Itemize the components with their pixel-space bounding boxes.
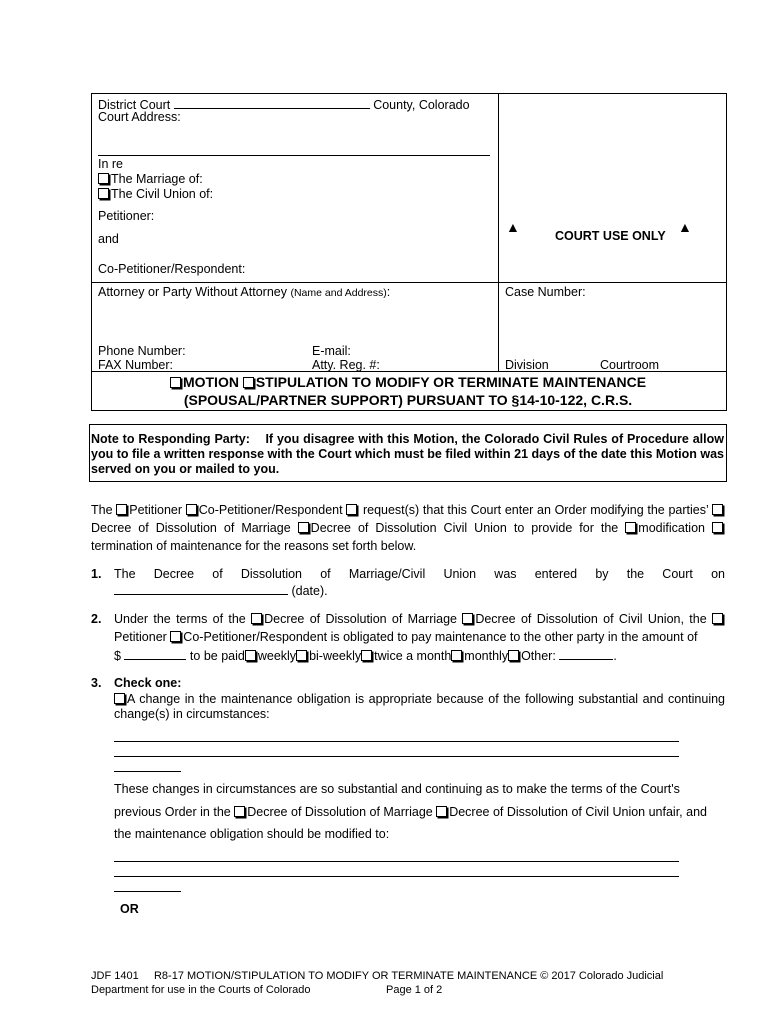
form-title-line2: (SPOUSAL/PARTNER SUPPORT) PURSUANT TO §14-10-122, C.R.S. (183, 392, 633, 408)
item-1-text: The Decree of Dissolution of Marriage/Civil Union was entered by the Court on (114, 567, 725, 581)
caption-divider-v (498, 93, 499, 371)
form-title-line1: MOTION STIPULATION TO MODIFY OR TERMINATE MAINTENANCE (91, 374, 725, 390)
change-line-3[interactable] (114, 771, 181, 772)
modification-checkbox[interactable] (625, 522, 636, 533)
item-2-text: Under the terms of the Decree of Dissolution of Marriage Decree of Dissolution of Civil Union, the Petitioner Co-Petitioner/Respondent is obligated to pay maintenance to the other party in the amount of (114, 611, 725, 646)
and-label: and (98, 232, 119, 246)
prev-union-checkbox[interactable] (436, 806, 447, 817)
modified-line-2[interactable] (114, 876, 679, 877)
email-label: E-mail: (312, 344, 351, 358)
item-3-number: 3. (91, 676, 102, 690)
stipulation-checkbox[interactable] (243, 377, 254, 388)
modified-line-3[interactable] (114, 891, 181, 892)
note-text: Note to Responding Party: If you disagree with this Motion, the Colorado Civil Rules of Procedure allow you to file a written response with the Court which must be filed within 21 days of the date this Motion was served on you or mailed to you. (91, 432, 724, 476)
amount-field[interactable] (124, 647, 186, 660)
in-re-label: In re (98, 157, 124, 171)
item-2-number: 2. (91, 612, 102, 626)
intro-decree-marriage-checkbox[interactable] (712, 504, 723, 515)
courtroom-label: Courtroom (600, 358, 660, 372)
civil-union-checkbox[interactable] (98, 188, 109, 199)
or-label: OR (120, 902, 139, 916)
intro-copet-checkbox[interactable] (186, 504, 197, 515)
biweekly-checkbox[interactable] (296, 650, 307, 661)
civil-union-option[interactable]: The Civil Union of: (98, 187, 213, 201)
court-address-line (98, 155, 490, 156)
item-1-date: (date). (114, 582, 328, 598)
other-checkbox[interactable] (508, 650, 519, 661)
marriage-checkbox[interactable] (98, 173, 109, 184)
caption-divider-h1 (91, 282, 726, 283)
twice-month-checkbox[interactable] (361, 650, 372, 661)
change-checkbox[interactable] (114, 693, 125, 704)
intro-petitioner-checkbox[interactable] (116, 504, 127, 515)
marriage-option[interactable]: The Marriage of: (98, 172, 203, 186)
item2-copet-checkbox[interactable] (170, 631, 181, 642)
item-2-payment-line: $ to be paid weekly bi-weekly twice a month monthly Other: . (114, 649, 617, 663)
modified-to-text: the maintenance obligation should be modified to: (114, 827, 390, 841)
co-petitioner-label: Co-Petitioner/Respondent: (98, 262, 246, 276)
modified-line-1[interactable] (114, 861, 679, 862)
weekly-checkbox[interactable] (245, 650, 256, 661)
intro-decree-union-checkbox[interactable] (298, 522, 309, 533)
other-field[interactable] (559, 647, 613, 660)
petitioner-label: Petitioner: (98, 209, 155, 223)
monthly-checkbox[interactable] (451, 650, 462, 661)
decree-date-field[interactable] (114, 582, 288, 595)
change-option: A change in the maintenance obligation is appropriate because of the following substantial and continuing change(s) in circumstances: (114, 692, 725, 721)
these-changes-text: These changes in circumstances are so substantial and continuing as to make the terms of the Court's (114, 782, 680, 796)
change-line-2[interactable] (114, 756, 679, 757)
item2-union-checkbox[interactable] (462, 613, 473, 624)
previous-order-text: previous Order in the Decree of Dissolution of Marriage Decree of Dissolution of Civil Union unfair, and (114, 805, 707, 819)
footer-line1: JDF 1401 R8-17 MOTION/STIPULATION TO MODIFY OR TERMINATE MAINTENANCE © 2017 Colorado Judicial (91, 970, 664, 982)
court-use-arrow-right: ▲ (678, 219, 692, 235)
atty-reg-label: Atty. Reg. #: (312, 358, 380, 372)
termination-checkbox[interactable] (712, 522, 723, 533)
item2-petitioner-checkbox[interactable] (712, 613, 723, 624)
footer-line2: Department for use in the Courts of Colorado (91, 984, 311, 996)
fax-label: FAX Number: (98, 358, 174, 372)
intro-paragraph: The Petitioner Co-Petitioner/Respondent request(s) that this Court enter an Order modifying the parties’ Decree of Dissolution of Marriage Decree of Dissolution Civil Union to provide for the modification termination of maintenance for the reasons set forth below. (91, 501, 725, 555)
district-court-line: District Court County, Colorado (98, 98, 470, 112)
court-use-only-label: COURT USE ONLY (555, 229, 666, 243)
phone-label: Phone Number: (98, 344, 186, 358)
case-number-label: Case Number: (505, 285, 586, 299)
attorney-label: Attorney or Party Without Attorney (Name and Address): (98, 285, 391, 299)
court-use-arrow-left: ▲ (506, 219, 520, 235)
item-1-number: 1. (91, 567, 102, 581)
motion-checkbox[interactable] (170, 377, 181, 388)
court-address-label: Court Address: (98, 110, 181, 124)
intro-request-checkbox[interactable] (346, 504, 357, 515)
check-one-label: Check one: (114, 676, 182, 690)
change-line-1[interactable] (114, 741, 679, 742)
item2-marriage-checkbox[interactable] (251, 613, 262, 624)
division-label: Division (505, 358, 549, 372)
page-number: Page 1 of 2 (386, 984, 443, 996)
prev-marriage-checkbox[interactable] (234, 806, 245, 817)
